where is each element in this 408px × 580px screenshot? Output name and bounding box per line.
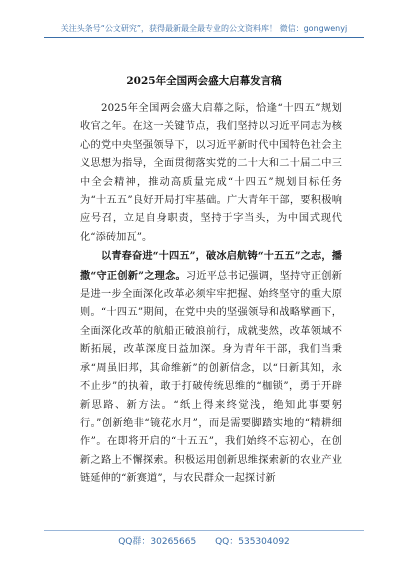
document-body <box>80 100 342 489</box>
footer-qq: QQ：535304092 <box>215 537 290 547</box>
section-heading: 以青春奋进“十四五”，破冰启航铸“十五五”之志，播撒“守正创新”之理念。 <box>80 250 342 282</box>
paragraph-intro: 2025年全国两会盛大启幕之际，恰逢“十四五”规划收官之年。在这一关键节点，我们坚持以习近平同志为核心的党中央坚强领导下，以习近平新时代中国特色社会主义思想为指导，全面贯彻落实党的二十大和二十届二中三中全会精神，推动高质量完成“十四五”规划目标任务为“十五五”良好开局打牢基础。广大青年干部，要积极响应号召，立足自身职责，坚持于字当头，为中国式现代化“添砖加瓦”。 <box>80 103 342 243</box>
header-divider <box>44 37 364 38</box>
footer-divider <box>44 530 364 531</box>
page-title: 2025年全国两会盛大启幕发言稿 <box>126 75 282 87</box>
page-header: 关注头条号“公文研究”，获得最新最全最专业的公文资料库！ 微信：gongwenyj <box>60 24 348 33</box>
page-footer <box>0 534 408 547</box>
section-text: 习近平总书记强调，坚持守正创新是进一步全面深化改革必须牢牢把握、始终坚守的重大原则。“十四五”期间，在党中央的坚强领导和战略擘画下，全面深化改革的航船正破浪前行，成就斐然，改革领域不断拓展，改革深度日益加深。身为青年干部，我们当秉承“周虽旧邦，其命维新”的创新信念，以“日新其知，永不止步”的执着，敢于打破传统思维的“枷锁”，勇于开辟新思路、新方法。“纸上得来终觉浅，绝知此事要躬行。”创新绝非“镜花水月”，而是需要脚踏实地的“精耕细作”。在即将开启的“十五五”，我们始终不忘初心，在创新之路上不懈探索。积极运用创新思维探索新的农业产业链延伸的“新赛道”，与农民群众一起探讨新 <box>80 270 342 485</box>
paragraph-section-1 <box>80 247 342 488</box>
footer-qq-group: QQ群：30265665 <box>118 537 197 547</box>
